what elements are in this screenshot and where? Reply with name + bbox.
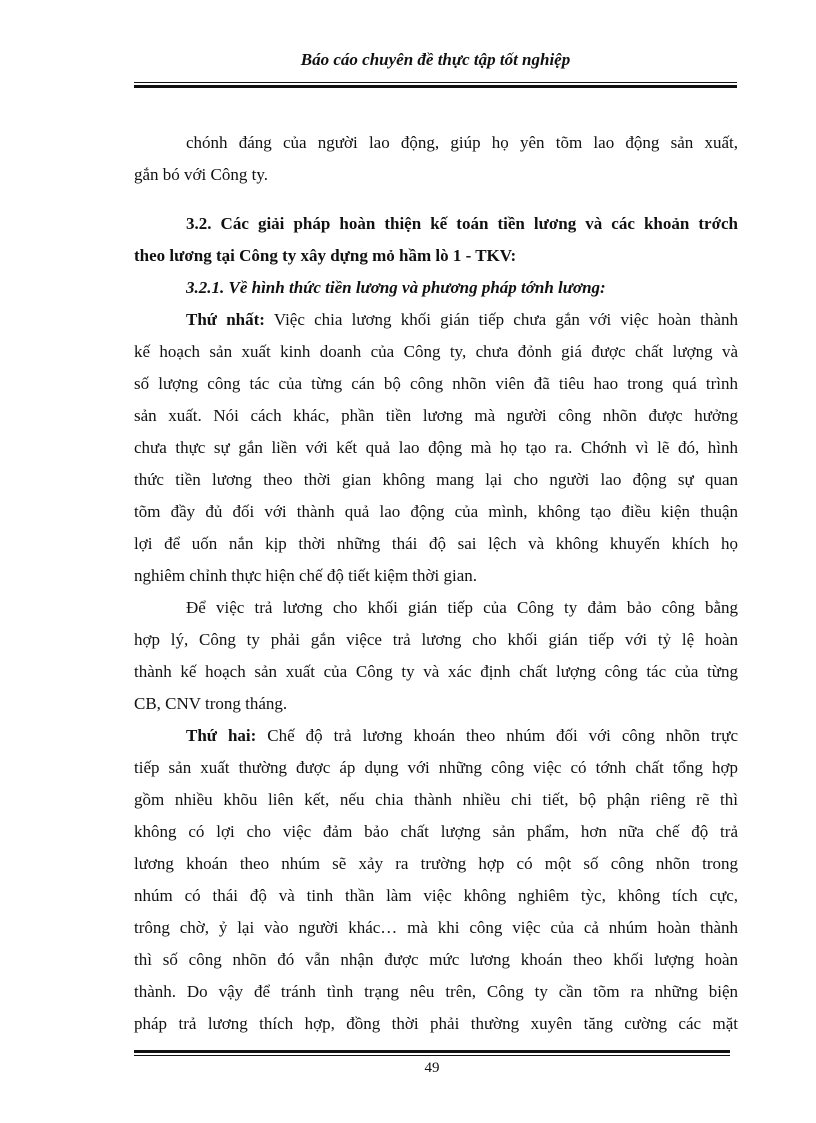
body-line: sản xuất. Nói cách khác, phần tiền lương mà người công nhõn được hưởng [134,406,738,425]
header-divider-thin [134,82,737,83]
body-line: nhúm có thái độ và tinh thần làm việc không nghiêm tỳc, không tích cực, [134,886,738,905]
body-line: thức tiền lương theo thời gian không mang lại cho người lao động sự quan [134,470,738,489]
body-line: lương khoán theo nhúm sẽ xảy ra trường hợp có một số công nhõn trong [134,854,738,873]
body-line: tiếp sản xuất thường được áp dụng với những công việc có tớnh chất tổng hợp [134,758,738,777]
body-line: trông chờ, ỷ lại vào người khác… mà khi công việc của cả nhúm hoàn thành [134,918,738,937]
body-line: số lượng công tác của từng cán bộ công nhõn viên đã tiêu hao trong quá trình [134,374,738,393]
body-line: gồm nhiều khõu liên kết, nếu chia thành nhiều chi tiết, bộ phận riêng rẽ thì [134,790,738,809]
body-line: thì số công nhõn đó vẫn nhận được mức lương khoán theo khối lượng hoàn [134,950,738,969]
body-line: CB, CNV trong tháng. [134,694,288,713]
body-line: chónh đáng của người lao động, giúp họ yên tõm lao động sản xuất, [186,133,738,152]
body-line-text: Việc chia lương khối gián tiếp chưa gắn với việc hoàn thành [264,310,738,329]
footer-divider-thin [134,1055,730,1056]
body-line: thành kế hoạch sản xuất của Công ty và xác định chất lượng công tác của từng [134,662,738,681]
body-line [186,720,738,752]
body-line: pháp trả lương thích hợp, đồng thời phải thường xuyên tăng cường các mặt [134,1014,738,1033]
body-line: nghiêm chỉnh thực hiện chế độ tiết kiệm thời gian. [134,566,478,585]
body-line [186,304,738,336]
footer-divider-thick [134,1050,730,1053]
body-line: Để việc trả lương cho khối gián tiếp của Công ty đảm bảo công bằng [186,598,738,617]
page-number: 49 [424,1060,440,1076]
paragraph-lead: Thứ nhất: [186,310,265,329]
body-line: không có lợi cho việc đảm bảo chất lượng sản phẩm, hơn nữa chế độ trả [134,822,738,841]
header-divider-thick [134,85,737,88]
document-header-title: Báo cáo chuyên đề thực tập tốt nghiệp [300,50,571,69]
body-line: thành. Do vậy để tránh tình trạng nêu trên, Công ty cần tõm ra những biện [134,982,738,1001]
body-line: kế hoạch sản xuất kinh doanh của Công ty, chưa đỏnh giá được chất lượng và [134,342,738,361]
body-line: chưa thực sự gắn liền với kết quả lao động mà họ tạo ra. Chớnh vì lẽ đó, hình [134,438,738,457]
body-line: hợp lý, Công ty phải gắn việce trả lương cho khối gián tiếp với tỷ lệ hoàn [134,630,738,649]
body-line: tõm đầy đủ đối với thành quả lao động của mình, không tạo điều kiện thuận [134,502,738,521]
body-line: gắn bó với Công ty. [134,165,268,184]
body-line-text: Chế độ trả lương khoán theo nhúm đối với công nhõn trực [256,726,738,745]
section-heading: 3.2. Các giải pháp hoàn thiện kế toán tiền lương và các khoản trớch [186,214,738,233]
paragraph-lead: Thứ hai: [186,726,257,745]
body-line: lợi để uốn nắn kịp thời những thái độ sai lệch và không khuyến khích họ [134,534,738,553]
subsection-heading: 3.2.1. Về hình thức tiền lương và phương pháp tớnh lương: [186,278,606,297]
section-heading: theo lương tại Công ty xây dựng mỏ hầm lò 1 - TKV: [134,246,517,265]
